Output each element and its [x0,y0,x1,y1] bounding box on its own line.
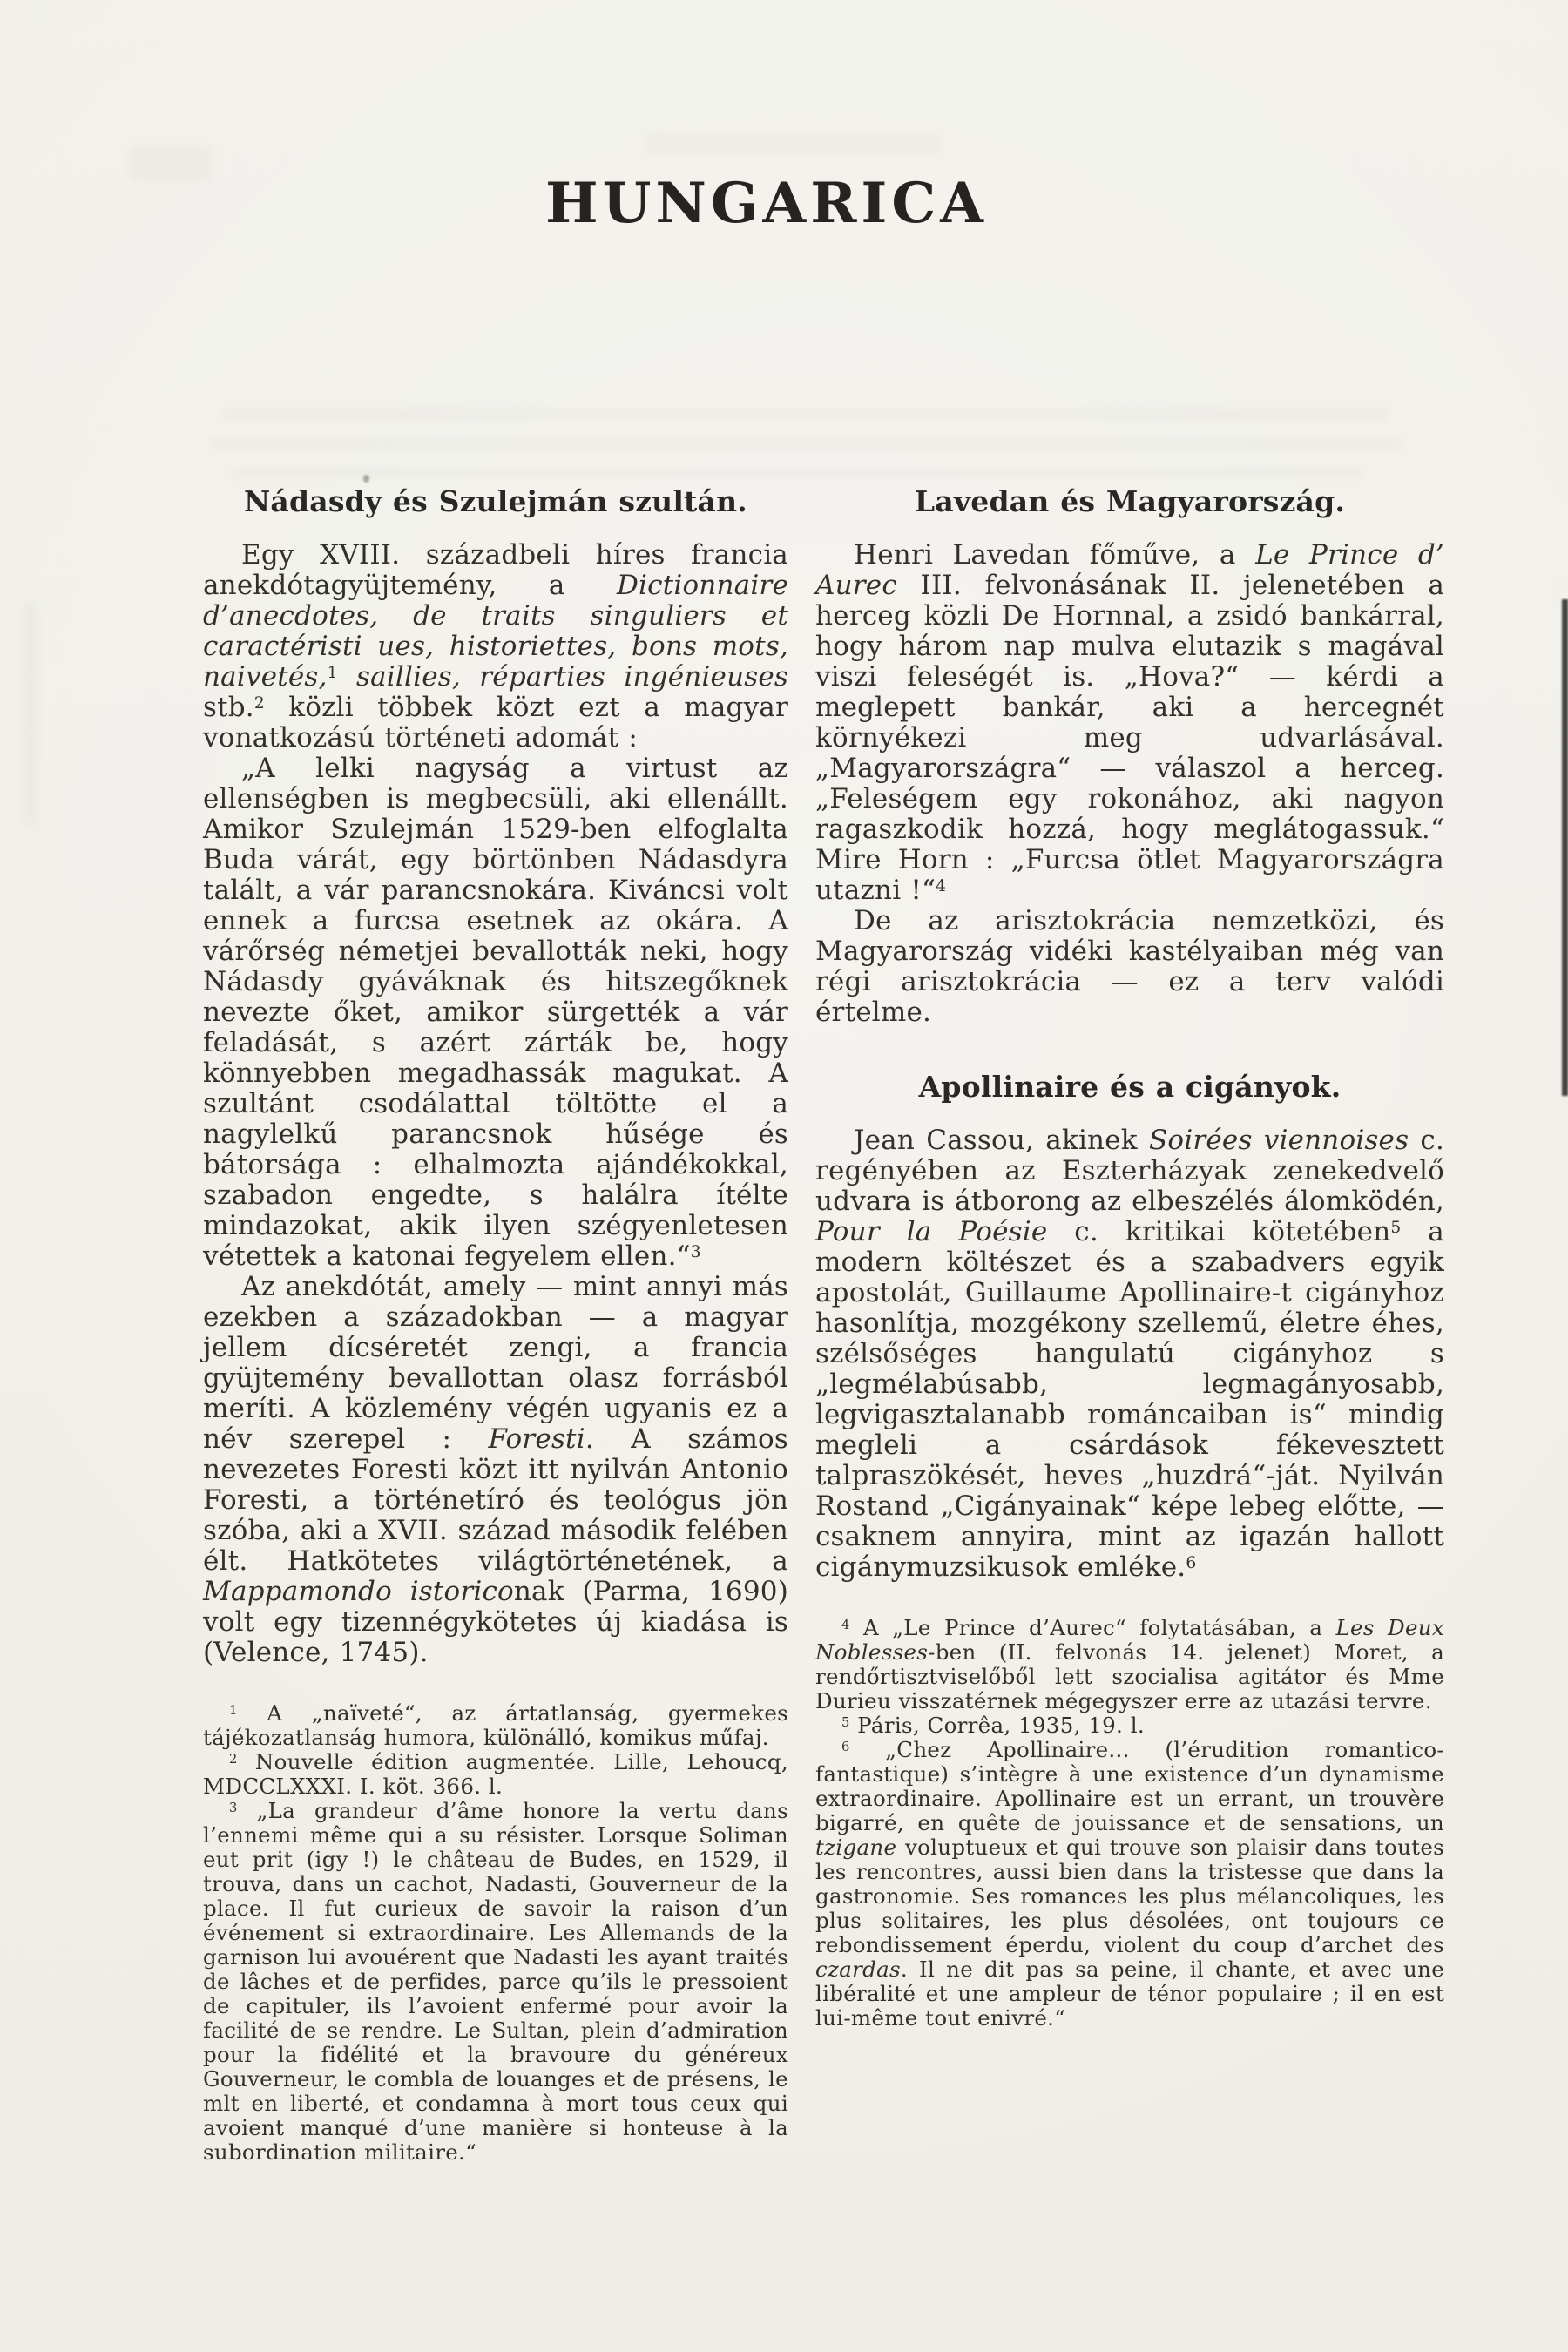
paragraph: Henri Lavedan főműve, a Le Prince d’ Aurec III. felvonásának II. jelenetében a herceg közli De Hornnal, a zsidó bankárral, hogy három nap mulva elutazik s magával viszi feleségét is. „Hova?“ — kérdi a meglepett bankár, aki a hercegnét környékezi meg udvarlásával. „Magyarországra“ — válaszol a herceg. „Feleségem egy rokonához, aki nagyon ragaszkodik hozzá, hogy meglátogassuk.“ Mire Horn : „Furcsa ötlet Magyarországra utazni !“$^4$ [815,539,1444,906]
footnote-marker: 2 [253,693,265,713]
footnote-marker: 2 [229,1751,238,1767]
footnote: $^6$ „Chez Apollinaire... (l’érudition romantico-fantastique) s’intègre à une existence d’un dynamisme extraordinaire. Apollinaire est un errant, un trouvère bigarré, en quête de jouissance et de sensations, un tzigane voluptueux et qui trouve son plaisir dans toutes les rencontres, aussi bien dans la tristesse que dans la gastronomie. Ses romances les plus mélancoliques, les plus solitaires, les plus désolées, ont toujours ce rebondissement éperdu, violent du coup d’archet des czardas. Il ne dit pas sa peine, il chante, et avec une libéralité et une ampleur de ténor populaire ; il en est lui-même tout enivré.“ [815,1737,1444,2031]
footnote: $^4$ A „Le Prince d’Aurec“ folytatásában, a Les Deux Noblesses-ben (II. felvonás 14. jelenet) Moret, a rendőrtisztviselőből lett szocialisa agitátor és Mme Durieu visszatérnek mégegyszer erre az utazási tervre. [815,1615,1444,1713]
scan-smudge [129,146,213,181]
article-heading: Lavedan és Magyarország. [914,484,1346,518]
footnote: $^2$ Nouvelle édition augmentée. Lille, Lehoucq, MDCCLXXXI. I. köt. 366. l. [203,1749,788,1799]
scan-bleedthrough-smudge [209,437,1402,450]
scan-smudge [24,601,37,828]
left-column [203,484,788,2165]
footnote: $^5$ Páris, Corrêa, 1935, 19. l. [841,1713,1145,1738]
scan-bleedthrough-smudge [222,408,1389,421]
article-heading: Apollinaire és a cigányok. [918,1070,1342,1104]
scan-edge-artifact [1562,599,1568,1096]
footnote-marker: 6 [1186,1553,1197,1572]
paragraph: Az anekdótát, amely — mint annyi más ezekben a századokban — a magyar jellem dícséretét zengi, a francia gyüjtemény bevallottan olasz forrásból meríti. A közlemény végén ugyanis ez a név szerepel : Foresti. A számos nevezetes Foresti közt itt nyilván Antonio Foresti, a történetíró és teológus jön szóba, aki a XVII. század második felében élt. Hatkötetes világtörténetének, a Mappamondo istoriconak (Parma, 1690) volt egy tizennégykötetes új kiadása is (Velence, 1745). [203,1271,789,1668]
footnote-marker: 5 [1390,1218,1402,1237]
scan-speck [363,475,369,483]
paragraph: „A lelki nagyság a virtust az ellenségben is megbecsüli, aki ellenállt. Amikor Szulejmán 1529-ben elfoglalta Buda várát, egy börtönben Nádasdyra talált, a vár parancsnokára. Kiváncsi volt ennek a furcsa esetnek az okára. A várőrség németjei bevallották neki, hogy Nádasdy gyáváknak és hitszegőknek nevezte őket, amikor sürgették a vár feladását, s azért zárták be, hogy könnyebben megadhassák magukat. A szultánt csodálattal töltötte el a nagylelkű parancsnok hűsége és bátorsága : elhalmozta ajándékokkal, szabadon engedte, s halálra ítélte mindazokat, akik ilyen szégyenletesen vétettek a katonai fegyelem ellen.“$^3$ [203,753,788,1272]
footnote-marker: 4 [841,1617,850,1632]
scan-bleedthrough-smudge [645,132,941,155]
footnote: $^3$ „La grandeur d’âme honore la vertu dans l’ennemi même qui a su résister. Lorsque Soliman eut prit (igy !) le château de Budes, en 1529, il trouva, dans un cachot, Nadasti, Gouverneur de la place. Il fut curieux de savoir la raison d’un événement si extraordinaire. Les Allemands de la garnison lui avouérent que Nadasti les ayant traités de lâches et de perfides, parce qu’ils le pressoient de capituler, ils l’avoient enfermé pour avoir la facilité de se rendre. Le Sultan, plein d’admiration pour la fidélité et la bravoure du généreux Gouverneur, le combla de louanges et de présens, le mlt en liberté, et condamna à mort tous ceux qui avoient manqué d’une manière si honteuse à la subordination militaire.“ [203,1798,788,2165]
footnote-marker: 5 [841,1714,850,1730]
footnote-marker: 3 [229,1800,238,1815]
scan-bleedthrough-smudge [231,467,1363,479]
footnote: $^1$ A „naïveté“, az ártatlanság, gyermekes tájékozatlanság humora, különálló, komikus műfaj. [203,1700,788,1750]
footnote-marker: 6 [841,1739,850,1754]
footnote-marker: 3 [690,1242,701,1261]
footnote-marker: 1 [327,663,338,682]
right-column [815,484,1444,2031]
article-heading: Nádasdy és Szulejmán szultán. [244,484,747,518]
footnote-marker: 4 [936,876,947,896]
paragraph: Jean Cassou, akinek Soirées viennoises c. regényében az Eszterházyak zenekedvelő udvara is átborong az elbeszélés álomködén, Pour la Poésie c. kritikai kötetében$^5$ a modern költészet és a szabadvers egyik apostolát, Guillaume Apollinaire-t cigányhoz hasonlítja, mozgékony szellemű, életre éhes, szélsőséges hangulatú cigányhoz s „legmélabúsabb, legmagányosabb, legvigasztalanabb románcaiban is“ mindig megleli a csárdások fékevesztett talpraszökését, heves „huzdrá“-ját. Nyilván Rostand „Cigányainak“ képe lebeg előtte, — csaknem annyira, mint az igazán hallott cigánymuzsikusok emléke.$^6$ [815,1125,1444,1583]
footnote-marker: 1 [229,1702,238,1718]
paragraph: Egy XVIII. századbeli híres francia anekdótagyüjtemény, a Dictionnaire d’anecdotes, de traits singuliers et caractéristi ues, historiettes, bons mots, naivetés,$^1$ saillies, réparties ingénieuses stb.$^2$ közli többek közt ezt a magyar vonatkozású történeti adomát : [203,539,788,754]
paragraph: De az arisztokrácia nemzetközi, és Magyarország vidéki kastélyaiban még van régi arisztokrácia — ez a terv valódi értelme. [815,905,1444,1028]
page-title: HUNGARICA [545,171,988,236]
